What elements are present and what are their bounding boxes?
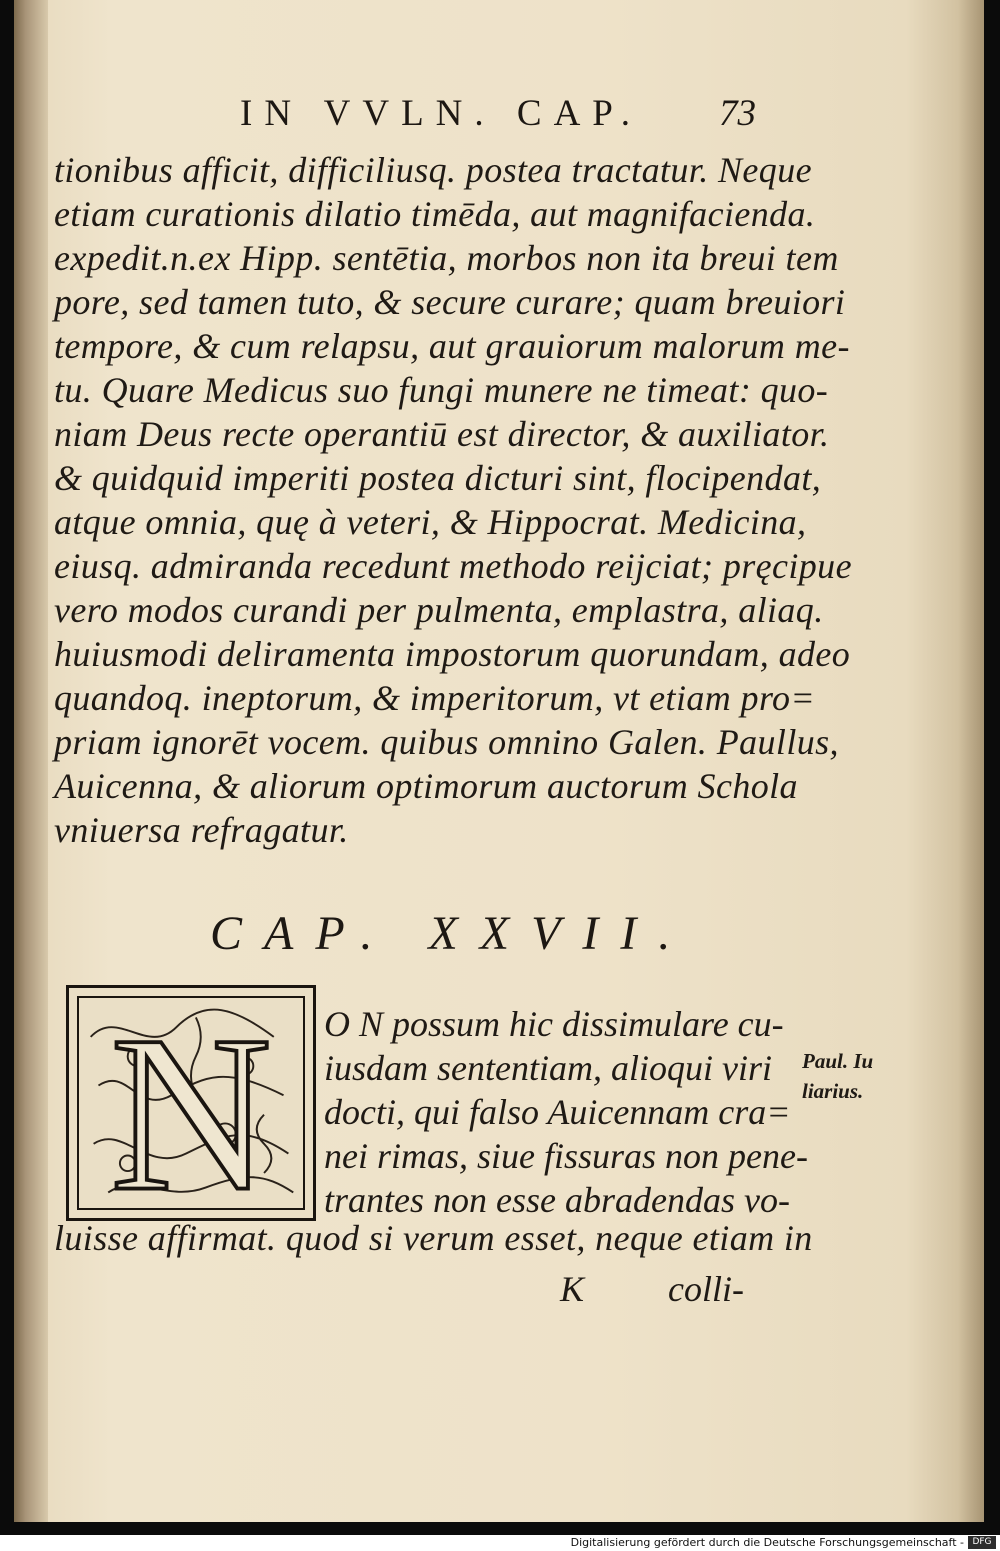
running-head-title: IN VVLN. CAP. bbox=[240, 93, 643, 134]
body-line: expedit.n.ex Hipp. sentētia, morbos non ita breui tem bbox=[54, 238, 839, 278]
body-line: & quidquid imperiti postea dicturi sint, flocipendat, bbox=[54, 458, 822, 498]
body-line: Auicenna, & aliorum optimorum auctorum Schola bbox=[54, 766, 798, 806]
initial-line: nei rimas, siue fissuras non pene- bbox=[324, 1136, 808, 1176]
initial-line: docti, qui falso Auicennam cra= bbox=[324, 1092, 791, 1132]
catchword: colli- bbox=[668, 1269, 744, 1309]
signature-mark: K bbox=[560, 1269, 585, 1309]
body-line: quandoq. ineptorum, & imperitorum, vt etiam pro= bbox=[54, 678, 816, 718]
margin-note-line: liarius. bbox=[802, 1079, 864, 1103]
decorated-initial bbox=[66, 985, 316, 1221]
body-line: priam ignorēt vocem. quibus omnino Galen. Paullus, bbox=[54, 722, 839, 762]
footer-bar bbox=[0, 1535, 1000, 1551]
body-line: pore, sed tamen tuto, & secure curare; quam breuiori bbox=[54, 282, 846, 322]
footer-credit: Digitalisierung gefördert durch die Deutsche Forschungsgemeinschaft - bbox=[570, 1536, 964, 1549]
body-line: tempore, & cum relapsu, aut grauiorum malorum me- bbox=[54, 326, 850, 366]
initial-ornament bbox=[79, 998, 303, 1208]
running-head bbox=[14, 92, 984, 138]
body-line: luisse affirmat. quod si verum esset, neque etiam in bbox=[54, 1218, 813, 1258]
body-line: niam Deus recte operantiū est director, & auxiliator. bbox=[54, 414, 830, 454]
body-line: vero modos curandi per pulmenta, emplastra, aliaq. bbox=[54, 590, 824, 630]
page-gutter bbox=[14, 0, 48, 1522]
initial-line: O N possum hic dissimulare cu- bbox=[324, 1004, 784, 1044]
body-line: vniuersa refragatur. bbox=[54, 810, 349, 850]
margin-note bbox=[802, 1046, 873, 1106]
body-line: huiusmodi deliramenta impostorum quorundam, adeo bbox=[54, 634, 851, 674]
initial-line: iusdam sententiam, alioqui viri bbox=[324, 1048, 772, 1088]
dfg-logo: DFG bbox=[968, 1536, 996, 1549]
body-line: eiusq. admiranda recedunt methodo reijciat; pręcipue bbox=[54, 546, 852, 586]
book-page bbox=[14, 0, 984, 1522]
body-line: tu. Quare Medicus suo fungi munere ne timeat: quo- bbox=[54, 370, 829, 410]
margin-note-line: Paul. Iu bbox=[802, 1049, 874, 1073]
page-edge-shadow bbox=[958, 0, 984, 1522]
initial-line: trantes non esse abradendas vo- bbox=[324, 1180, 790, 1220]
chapter-heading: CAP. XXVII. bbox=[210, 907, 693, 960]
body-line: tionibus afficit, difficiliusq. postea tractatur. Neque bbox=[54, 150, 812, 190]
initial-letter: N bbox=[110, 998, 272, 1208]
body-line: atque omnia, quę à veteri, & Hippocrat. Medicina, bbox=[54, 502, 807, 542]
folio-number: 73 bbox=[719, 93, 756, 134]
initial-border bbox=[77, 996, 305, 1210]
body-line: etiam curationis dilatio timēda, aut magnifacienda. bbox=[54, 194, 816, 234]
